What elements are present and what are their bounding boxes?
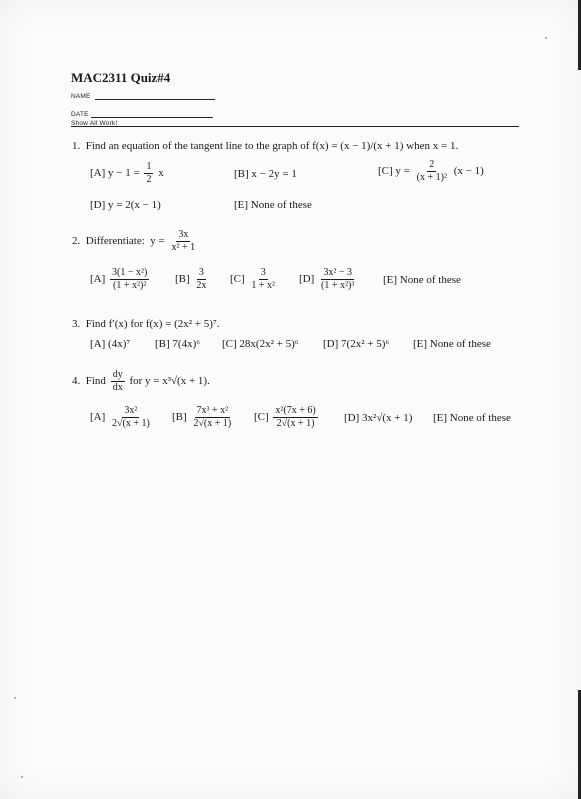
question-1-prompt: Find an equation of the tangent line to the graph of f(x) = (x − 1)/(x + 1) when x = 1. — [85, 140, 459, 152]
q1-option-e-label: [E] — [234, 199, 249, 211]
q4-option-d-text: 3x²√(x + 1) — [362, 412, 413, 424]
q1-option-a-tail: x — [158, 166, 164, 179]
q3-option-e-label: [E] — [413, 338, 428, 350]
q3-option-d — [323, 338, 389, 350]
q4-option-c-fraction — [273, 406, 317, 429]
q4-option-b — [172, 406, 235, 429]
question-4-dx: dx — [112, 381, 123, 393]
q4-option-e-label: [E] — [433, 412, 448, 424]
q1-option-c-label: [C] — [378, 164, 393, 177]
q2-option-d-numerator: 3x² − 3 — [323, 267, 352, 278]
question-4 — [72, 370, 210, 393]
q2-option-c-denominator: 1 + x² — [251, 279, 276, 291]
q1-option-c-text: y = — [395, 164, 410, 177]
q1-option-e-text: None of these — [250, 199, 312, 211]
q2-option-d — [299, 268, 358, 291]
q4-option-b-numerator: 7x³ + x² — [196, 405, 229, 416]
q4-option-b-denominator: 2√(x + 1) — [193, 417, 232, 429]
q2-option-d-fraction — [319, 268, 356, 291]
question-4-dy: dy — [112, 369, 123, 380]
page-title: MAC2311 Quiz#4 — [71, 70, 171, 85]
q2-option-e — [383, 274, 461, 286]
q3-option-b — [155, 338, 200, 350]
question-4-find: Find — [85, 374, 106, 387]
q1-option-c-tail: (x − 1) — [453, 164, 484, 177]
question-4-for: for y = x³√(x + 1). — [129, 374, 210, 387]
q3-option-e — [413, 338, 491, 350]
question-3-prompt: Find f′(x) for f(x) = (2x² + 5)⁷. — [85, 318, 220, 330]
q2-option-c — [230, 268, 279, 291]
question-2-y: y = — [150, 234, 165, 247]
q4-option-a — [90, 406, 154, 429]
q1-option-d — [90, 199, 161, 211]
question-4-derivative — [111, 370, 125, 393]
q2-option-a-fraction — [110, 268, 149, 291]
question-3 — [72, 318, 220, 330]
q1-option-c-numerator: 2 — [429, 159, 435, 170]
q4-option-a-numerator: 3x² — [124, 405, 138, 416]
q4-option-a-label: [A] — [90, 410, 106, 423]
q2-option-b-label: [B] — [175, 272, 190, 285]
q4-option-a-fraction — [110, 406, 152, 429]
instructions-text: Show All Work! — [71, 120, 118, 127]
q1-option-b-text: x − 2y = 1 — [251, 168, 297, 180]
q2-option-d-denominator: (1 + x²)³ — [321, 279, 355, 291]
q4-option-e — [433, 412, 511, 424]
scan-speck — [14, 697, 16, 699]
q2-option-c-numerator: 3 — [260, 267, 266, 278]
name-line — [95, 99, 215, 100]
question-3-number: 3. — [72, 318, 81, 330]
q4-option-c — [254, 406, 320, 429]
question-2-prompt: Differentiate: — [85, 234, 145, 247]
q3-option-a-label: [A] — [90, 338, 106, 350]
q3-option-d-text: 7(2x² + 5)⁶ — [341, 338, 390, 350]
q2-option-b-fraction — [194, 268, 208, 291]
q2-option-a-numerator: 3(1 − x²) — [112, 267, 148, 278]
q3-option-d-label: [D] — [323, 338, 339, 350]
header-divider — [71, 126, 519, 127]
q4-option-c-label: [C] — [254, 410, 269, 423]
q1-option-a-label: [A] — [90, 166, 106, 179]
q3-option-c — [222, 338, 299, 350]
q1-option-a-numerator: 1 — [146, 161, 152, 172]
q1-option-c-fraction — [415, 160, 449, 183]
q1-option-a-fraction — [144, 162, 153, 185]
question-2 — [72, 230, 199, 253]
q3-option-a-text: (4x)⁷ — [108, 338, 131, 350]
q4-option-c-numerator: x²(7x + 6) — [275, 405, 316, 416]
q2-option-e-text: None of these — [399, 274, 461, 286]
question-1 — [72, 140, 458, 152]
q2-option-a-label: [A] — [90, 272, 106, 285]
question-1-number: 1. — [72, 140, 81, 152]
scan-speck — [545, 37, 547, 39]
question-2-numerator: 3x — [178, 229, 189, 240]
q1-option-e — [234, 199, 312, 211]
q4-option-b-label: [B] — [172, 410, 187, 423]
q2-option-d-label: [D] — [299, 272, 315, 285]
q4-option-e-text: None of these — [449, 412, 511, 424]
q3-option-e-text: None of these — [429, 338, 491, 350]
q4-option-b-fraction — [191, 406, 233, 429]
q2-option-b-numerator: 3 — [198, 267, 204, 278]
question-2-denominator: x² + 1 — [171, 241, 196, 253]
scan-speck — [21, 776, 23, 778]
q3-option-b-label: [B] — [155, 338, 170, 350]
q3-option-a — [90, 338, 130, 350]
q3-option-b-text: 7(4x)⁶ — [172, 338, 201, 350]
question-2-fraction — [170, 230, 198, 253]
q2-option-b — [175, 268, 210, 291]
q4-option-d — [344, 412, 412, 424]
q3-option-c-label: [C] — [222, 338, 237, 350]
q2-option-c-fraction — [249, 268, 277, 291]
q1-option-c-denominator: (x + 1)² — [416, 171, 447, 183]
date-line — [91, 117, 213, 118]
q4-option-c-denominator: 2√(x + 1) — [276, 417, 315, 429]
q1-option-a-text: y − 1 = — [108, 166, 140, 179]
question-2-number: 2. — [72, 234, 81, 247]
date-label: DATE — [71, 111, 89, 118]
q2-option-c-label: [C] — [230, 272, 245, 285]
q1-option-a-denominator: 2 — [146, 173, 152, 185]
name-label: NAME — [71, 93, 91, 100]
q1-option-b-label: [B] — [234, 168, 249, 180]
q1-option-c — [378, 160, 484, 183]
q4-option-a-denominator: 2√(x + 1) — [112, 417, 150, 429]
q3-option-c-text: 28x(2x² + 5)⁶ — [239, 338, 299, 350]
q2-option-a — [90, 268, 151, 291]
q2-option-a-denominator: (1 + x²)² — [113, 279, 147, 291]
question-4-number: 4. — [72, 374, 81, 387]
q2-option-e-label: [E] — [383, 274, 398, 286]
q4-option-d-label: [D] — [344, 412, 360, 424]
q1-option-a — [90, 162, 164, 185]
q1-option-d-text: y = 2(x − 1) — [108, 199, 161, 211]
q2-option-b-denominator: 2x — [196, 279, 207, 291]
q1-option-d-label: [D] — [90, 199, 106, 211]
q1-option-b — [234, 168, 297, 180]
